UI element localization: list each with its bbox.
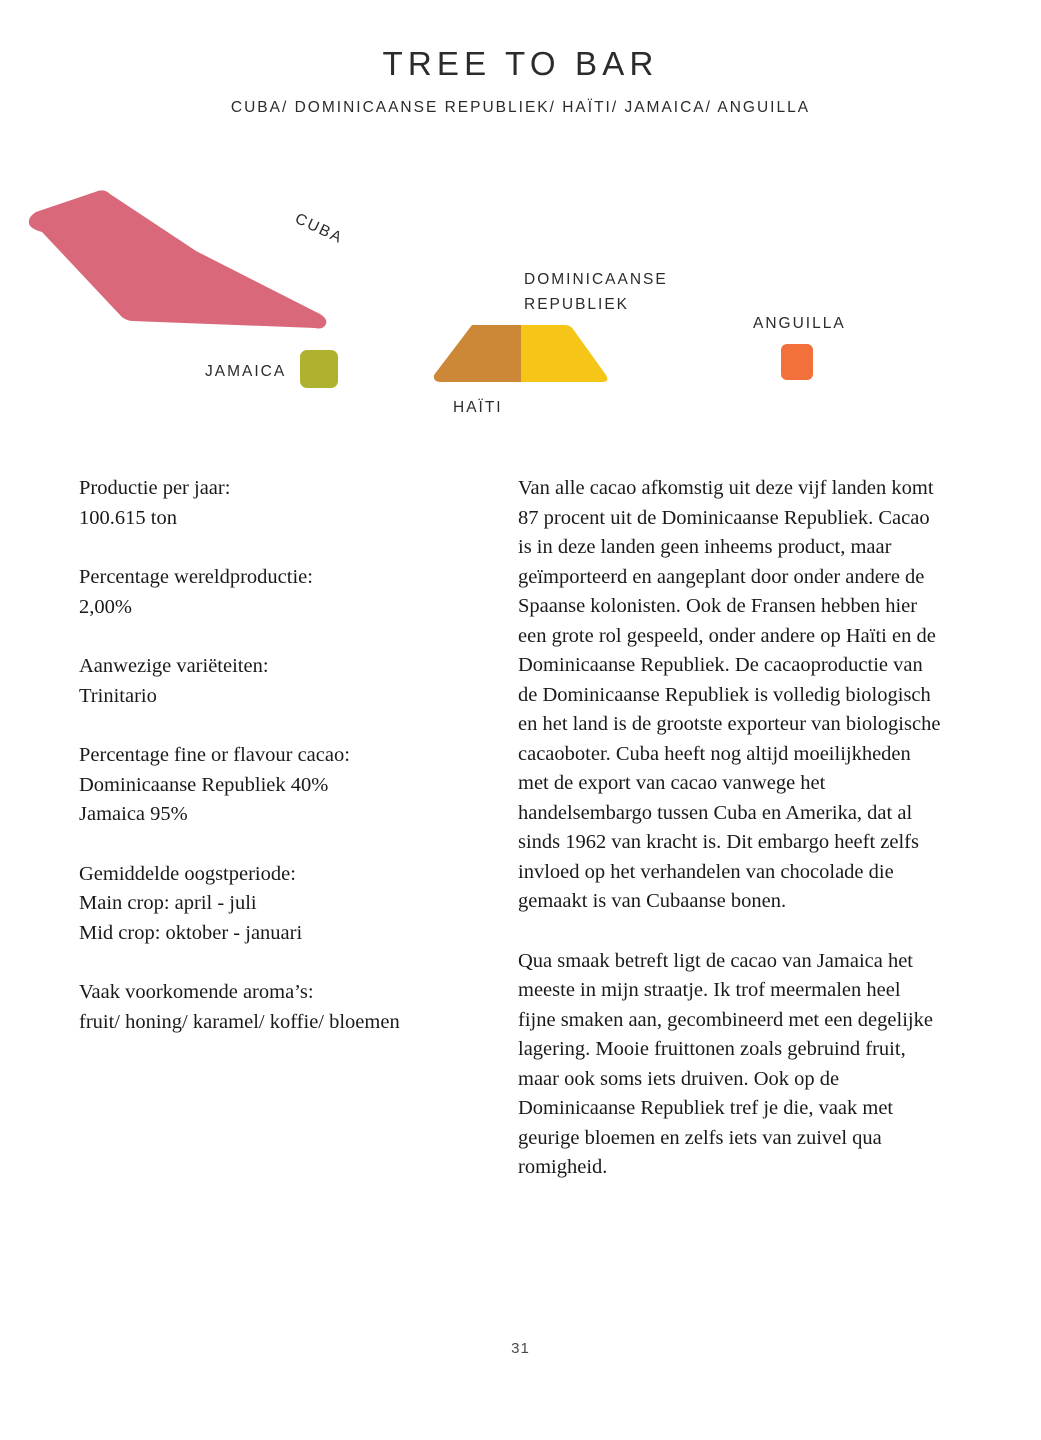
spec-block-varieties — [79, 652, 479, 711]
dominican-republic-shape — [521, 325, 607, 382]
map-label-dominican-republic-line2: REPUBLIEK — [524, 296, 630, 313]
body-paragraph-2: Qua smaak betreft ligt de cacao van Jamaica het meeste in mijn straatje. Ik trof meermalen heel fijne smaken aan, gecombineerd met een degelijke lagering. Mooie fruittonen zoals gebruind fruit, maar ook soms iets druiven. Ook op de Dominicaanse Republiek tref je die, vaak met geurige bloemen en zelfs iets van zuivel qua romigheid. — [518, 949, 933, 1178]
spec-label: Aanwezige variëteiten: — [79, 655, 269, 677]
page-header — [0, 46, 1041, 117]
spec-block-aromas — [79, 978, 479, 1037]
spec-label: Percentage fine or flavour cacao: — [79, 744, 350, 766]
map-label-dominican-republic-line1: DOMINICAANSE — [524, 271, 668, 288]
spec-value: Jamaica 95% — [79, 803, 188, 825]
spec-block-harvest — [79, 860, 479, 949]
page-title: TREE TO BAR — [382, 45, 659, 82]
map-label-cuba: CUBA — [292, 210, 346, 248]
map-label-haiti: HAÏTI — [453, 399, 503, 416]
spec-block-world-share — [79, 563, 479, 622]
spec-value: Main crop: april - juli — [79, 892, 257, 914]
spec-value: 100.615 ton — [79, 506, 177, 529]
spec-value: Dominicaanse Republiek 40% — [79, 773, 329, 796]
page-number: 31 — [511, 1340, 530, 1357]
map-label-anguilla: ANGUILLA — [753, 315, 846, 332]
spec-label: Percentage wereldproductie: — [79, 566, 313, 588]
caribbean-map-svg — [0, 150, 1041, 450]
spec-label: Vaak voorkomende aroma’s: — [79, 981, 314, 1003]
caribbean-map-figure — [0, 150, 1041, 450]
spec-label: Productie per jaar: — [79, 477, 231, 499]
haiti-shape — [434, 325, 521, 382]
anguilla-shape — [781, 344, 813, 380]
spec-block-production — [79, 474, 479, 533]
body-paragraph-1: Van alle cacao afkomstig uit deze vijf landen komt 87 procent uit de Dominicaanse Republiek. Cacao is in deze landen geen inheems product, maar geïmporteerd en aangeplant door onder andere de Spaanse kolonisten. Ook de Fransen hebben hier een grote rol gespeeld, onder andere op Haïti en de Dominicaanse Republiek. De cacaoproductie van de Dominicaanse Republiek is volledig biologisch en het land is de grootste exporteur van biologische cacaoboter. Cuba heeft nog altijd moeilijkheden met de export van cacao vanwege het handelsembargo tussen Cuba en Amerika, dat al sinds 1962 van kracht is. Dit embargo heeft zelfs invloed op het verhandelen van chocolade die gemaakt is van Cubaanse bonen. — [518, 477, 941, 912]
spec-value: fruit/ honing/ karamel/ koffie/ bloemen — [79, 1010, 400, 1033]
cuba-shape — [29, 190, 327, 328]
specs-column — [79, 474, 479, 1037]
spec-block-fine-flavour — [79, 741, 479, 830]
jamaica-shape — [300, 350, 338, 388]
spec-value: 2,00% — [79, 595, 132, 618]
spec-value: Mid crop: oktober - januari — [79, 921, 303, 944]
map-label-jamaica: JAMAICA — [205, 363, 287, 380]
narrative-column — [518, 474, 943, 1183]
page-subtitle: CUBA/ DOMINICAANSE REPUBLIEK/ HAÏTI/ JAMAICA/ ANGUILLA — [230, 99, 811, 117]
spec-value: Trinitario — [79, 684, 157, 707]
spec-label: Gemiddelde oogstperiode: — [79, 862, 296, 885]
